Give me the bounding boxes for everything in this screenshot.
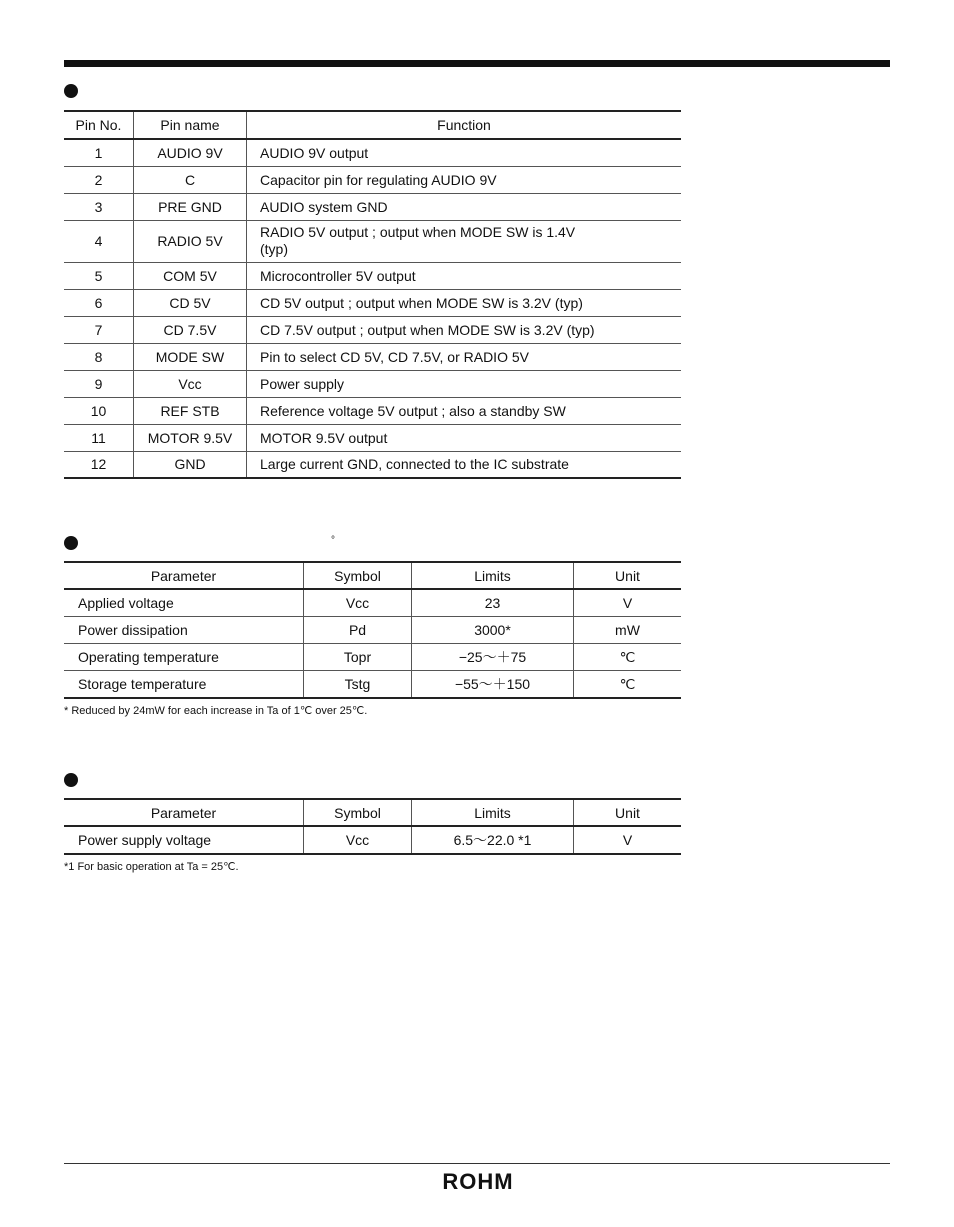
col-header-parameter: Parameter — [64, 562, 304, 589]
table-row — [64, 316, 681, 343]
unit: V — [574, 589, 682, 617]
parameter: Operating temperature — [64, 644, 304, 671]
degree-mark: ° — [331, 535, 335, 546]
pin-no: 3 — [64, 193, 134, 220]
symbol: Vcc — [304, 589, 412, 617]
table-header-row — [64, 562, 681, 589]
pin-name: MOTOR 9.5V — [134, 424, 247, 451]
col-header-pin-name: Pin name — [134, 111, 247, 139]
symbol: Vcc — [304, 826, 412, 854]
table-header-row — [64, 111, 681, 139]
table-row — [64, 370, 681, 397]
col-header-limits: Limits — [412, 799, 574, 826]
pin-function: CD 5V output ; output when MODE SW is 3.2V (typ) — [247, 289, 682, 316]
table-row — [64, 289, 681, 316]
pin-function: Reference voltage 5V output ; also a standby SW — [247, 397, 682, 424]
pin-function: Pin to select CD 5V, CD 7.5V, or RADIO 5V — [247, 343, 682, 370]
table-row — [64, 644, 681, 671]
parameter: Storage temperature — [78, 676, 207, 692]
pin-name: CD 5V — [134, 289, 247, 316]
section-bullet-icon — [64, 84, 78, 98]
pin-name: CD 7.5V — [134, 316, 247, 343]
table-row — [64, 424, 681, 451]
pin-function: MOTOR 9.5V output — [247, 424, 682, 451]
col-header-parameter: Parameter — [64, 799, 304, 826]
pin-no: 12 — [90, 456, 107, 473]
symbol: Topr — [304, 644, 412, 671]
unit: ℃ — [574, 644, 682, 671]
pin-function: Power supply — [247, 370, 682, 397]
pin-function: AUDIO 9V output — [247, 139, 682, 166]
symbol: Pd — [304, 617, 412, 644]
pin-function: AUDIO system GND — [247, 193, 682, 220]
pin-function: Capacitor pin for regulating AUDIO 9V — [247, 166, 682, 193]
table-row — [64, 826, 681, 854]
col-header-limits: Limits — [412, 562, 574, 589]
table-row — [64, 166, 681, 193]
section-bullet-icon — [64, 536, 78, 550]
pin-no: 9 — [64, 370, 134, 397]
table-row — [64, 343, 681, 370]
limits: −55～＋150 — [412, 671, 574, 699]
section-bullet-icon — [64, 773, 78, 787]
table-row — [64, 397, 681, 424]
pin-name: REF STB — [134, 397, 247, 424]
limits: −25～＋75 — [412, 644, 574, 671]
col-header-symbol: Symbol — [304, 799, 412, 826]
limits: 3000* — [412, 617, 574, 644]
footnote: * Reduced by 24mW for each increase in Ta of 1℃ over 25℃. — [64, 705, 368, 717]
col-header-function: Function — [247, 111, 682, 139]
unit: mW — [574, 617, 682, 644]
col-header-unit: Unit — [574, 799, 682, 826]
parameter: Power dissipation — [64, 617, 304, 644]
pin-no: 1 — [64, 139, 134, 166]
unit: ℃ — [574, 671, 682, 699]
table-row — [64, 589, 681, 617]
pin-no: 6 — [64, 289, 134, 316]
rohm-logo — [433, 1170, 523, 1192]
unit: V — [574, 826, 682, 854]
table-header-row — [64, 799, 681, 826]
pin-no: 5 — [64, 262, 134, 289]
logo-text: ROHM — [442, 1170, 514, 1192]
top-rule — [64, 60, 890, 67]
pin-name: Vcc — [134, 370, 247, 397]
pin-name: COM 5V — [134, 262, 247, 289]
operating-conditions-table — [64, 798, 681, 855]
pin-no: 7 — [64, 316, 134, 343]
pin-name: GND — [134, 451, 247, 478]
pin-name: MODE SW — [134, 343, 247, 370]
pin-function-cell — [247, 220, 682, 262]
pin-name: C — [134, 166, 247, 193]
pin-function: CD 7.5V output ; output when MODE SW is 3.2V (typ) — [247, 316, 682, 343]
table-row — [64, 139, 681, 166]
pin-no: 11 — [64, 424, 134, 451]
table-row — [64, 193, 681, 220]
parameter: Applied voltage — [64, 589, 304, 617]
table-row — [64, 617, 681, 644]
limits: 23 — [412, 589, 574, 617]
col-header-unit: Unit — [574, 562, 682, 589]
pin-function: Large current GND, connected to the IC substrate — [247, 451, 682, 478]
pin-name: PRE GND — [134, 193, 247, 220]
pin-no: 4 — [64, 220, 134, 262]
col-header-symbol: Symbol — [304, 562, 412, 589]
pin-no: 10 — [64, 397, 134, 424]
parameter: Power supply voltage — [78, 832, 212, 848]
col-header-pin-no: Pin No. — [64, 111, 134, 139]
table-row — [64, 220, 681, 262]
limits: 6.5～22.0 *1 — [412, 826, 574, 854]
pin-no: 8 — [64, 343, 134, 370]
pin-function: RADIO 5V output ; output when MODE SW is 1.4V (typ) — [260, 224, 576, 257]
symbol: Tstg — [304, 671, 412, 699]
absolute-max-ratings-table — [64, 561, 681, 699]
pin-no: 2 — [64, 166, 134, 193]
pin-function: Microcontroller 5V output — [247, 262, 682, 289]
bottom-rule — [64, 1163, 890, 1164]
table-row — [64, 671, 681, 699]
table-row — [64, 451, 681, 478]
pin-description-table — [64, 110, 681, 479]
table-row — [64, 262, 681, 289]
footnote: *1 For basic operation at Ta = 25℃. — [64, 861, 239, 873]
pin-name: AUDIO 9V — [134, 139, 247, 166]
pin-name: RADIO 5V — [134, 220, 247, 262]
